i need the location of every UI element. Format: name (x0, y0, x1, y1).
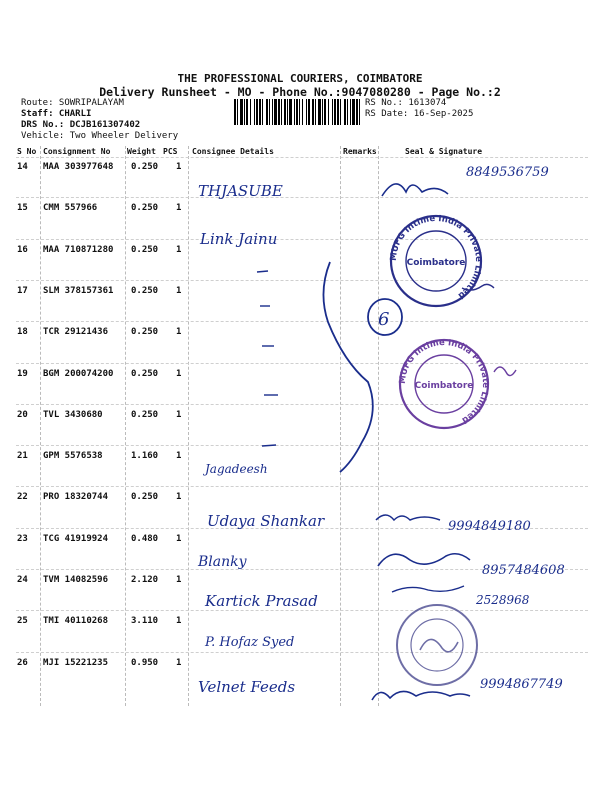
barcode (234, 99, 360, 125)
barcode-bar (246, 99, 248, 125)
cell-sno: 20 (17, 409, 28, 420)
barcode-bar (344, 99, 346, 125)
cell-pcs: 1 (176, 327, 182, 338)
cell-weight: 0.250 (131, 285, 159, 296)
stamp-2-ring-text: MUFG Intime India Private Limited (397, 337, 491, 426)
barcode-bar (278, 99, 280, 125)
cell-consignment: TCG 41919924 (43, 533, 109, 544)
phone-row-24: 2528968 (476, 593, 530, 607)
barcode-bar (250, 99, 251, 125)
barcode-bar (281, 99, 282, 125)
cell-weight: 1.160 (131, 451, 159, 462)
cell-weight: 0.250 (131, 203, 159, 214)
cell-sno: 22 (17, 492, 28, 503)
cell-weight: 2.120 (131, 575, 159, 585)
barcode-bar (287, 99, 288, 125)
row-divider (16, 569, 588, 570)
header-weight: Weight (127, 147, 156, 156)
row-divider (16, 197, 588, 198)
cell-sno: 25 (17, 616, 28, 627)
barcode-bar (284, 99, 286, 125)
cell-sno: 14 (17, 162, 28, 172)
signature-row-15: Link Jainu (200, 230, 278, 248)
phone-row-23: 8957484608 (482, 563, 565, 578)
cell-consignment: GPM 5576538 (43, 451, 103, 462)
stamp-1-center-text: Coimbatore (406, 258, 466, 268)
route-label: Route: SOWRIPALAYAM (21, 98, 124, 108)
stamp-2-center-text: Coimbatore (414, 381, 474, 391)
barcode-bar (289, 99, 292, 125)
cell-pcs: 1 (176, 492, 182, 503)
stamp-1-ring-text: MUFG Intime India Private Limited (388, 213, 484, 301)
cell-pcs: 1 (176, 616, 182, 627)
cell-sno: 18 (17, 327, 28, 338)
runsheet-title: Delivery Runsheet - MO - Phone No.:9047080280 - Page No.:2 (99, 85, 501, 99)
table-row (0, 658, 600, 710)
cell-sno: 21 (17, 451, 28, 462)
row-divider (16, 280, 588, 281)
barcode-bar (356, 99, 358, 125)
meta-right (365, 98, 473, 120)
cell-consignment: SLM 378157361 (43, 285, 114, 296)
cell-pcs: 1 (176, 368, 182, 379)
row-divider (16, 363, 588, 364)
header-remarks: Remarks (343, 147, 377, 156)
cell-weight: 0.250 (131, 492, 159, 503)
cell-sno: 24 (17, 575, 28, 585)
cell-pcs: 1 (176, 409, 182, 420)
barcode-bar (352, 99, 355, 125)
cell-sno: 16 (17, 244, 28, 255)
phone-row-26: 9994867749 (480, 677, 563, 692)
cell-weight: 0.250 (131, 409, 159, 420)
row-divider (16, 652, 588, 653)
cell-sno: 19 (17, 368, 28, 379)
cell-weight: 3.110 (131, 616, 159, 627)
staff-label: Staff: CHARLI (21, 109, 92, 119)
cell-pcs: 1 (176, 657, 182, 668)
row-divider (16, 528, 588, 529)
barcode-bar (312, 99, 314, 125)
barcode-bar (262, 99, 263, 125)
barcode-bar (296, 99, 298, 125)
signature-row-25: P. Hofaz Syed (205, 635, 295, 650)
barcode-bar (328, 99, 329, 125)
cell-weight: 0.250 (131, 327, 159, 338)
vehicle-label: Vehicle: Two Wheeler Delivery (21, 131, 179, 141)
barcode-bar (334, 99, 336, 125)
header-pcs: PCS (163, 147, 178, 156)
cell-pcs: 1 (176, 575, 182, 585)
cell-consignment: TCR 29121436 (43, 327, 109, 338)
cell-sno: 23 (17, 533, 28, 544)
barcode-bar (259, 99, 261, 125)
row-divider (16, 321, 588, 322)
row-divider (16, 445, 588, 446)
barcode-bar (308, 99, 310, 125)
barcode-bar (315, 99, 316, 125)
rs-date: RS Date: 16-Sep-2025 (365, 109, 474, 119)
signature-row-14: THJASUBE (198, 182, 283, 200)
cell-consignment: CMM 557966 (43, 203, 98, 214)
barcode-bar (324, 99, 326, 125)
barcode-bar (237, 99, 238, 125)
barcode-bar (240, 99, 243, 125)
barcode-bar (272, 99, 273, 125)
barcode-bar (359, 99, 360, 125)
signature-row-24: Kartick Prasad (205, 592, 318, 610)
cell-consignment: MAA 710871280 (43, 244, 114, 255)
barcode-bar (269, 99, 270, 125)
cell-weight: 0.250 (131, 244, 159, 255)
barcode-bar (299, 99, 300, 125)
cell-consignment: TMI 40110268 (43, 616, 109, 627)
barcode-bar (337, 99, 339, 125)
cell-weight: 0.250 (131, 162, 159, 172)
signature-row-22: Udaya Shankar (207, 512, 325, 530)
cell-consignment: PRO 18320744 (43, 492, 109, 503)
drs-label: DRS No.: DCJB161307402 (21, 120, 141, 130)
cell-consignment: TVL 3430680 (43, 409, 103, 420)
cell-sno: 26 (17, 657, 28, 668)
header-sno: S No (17, 147, 37, 156)
cell-consignment: MAA 303977648 (43, 162, 114, 172)
header-consignment: Consignment No (43, 147, 111, 156)
barcode-bar (274, 99, 277, 125)
signature-row-26: Velnet Feeds (198, 678, 296, 696)
rs-number: RS No.: 1613074 (365, 98, 447, 108)
header-divider (16, 157, 588, 158)
cell-pcs: 1 (176, 285, 182, 296)
cell-consignment: BGM 200074200 (43, 368, 114, 379)
barcode-bar (266, 99, 268, 125)
phone-row-14: 8849536759 (466, 165, 549, 180)
row-divider (16, 486, 588, 487)
barcode-bar (302, 99, 303, 125)
cell-consignment: TVM 14082596 (43, 575, 109, 585)
cell-weight: 0.250 (131, 368, 159, 379)
barcode-bar (244, 99, 245, 125)
signature-row-23: Blanky (198, 554, 247, 570)
barcode-bar (340, 99, 341, 125)
company-title: THE PROFESSIONAL COURIERS, COIMBATORE (177, 72, 423, 85)
barcode-bar (306, 99, 307, 125)
cell-sno: 17 (17, 285, 28, 296)
barcode-bar (234, 99, 236, 125)
cell-weight: 0.480 (131, 533, 159, 544)
barcode-bar (256, 99, 258, 125)
barcode-bar (347, 99, 348, 125)
circled-number: 6 (378, 309, 390, 330)
header-seal: Seal & Signature (405, 147, 483, 156)
cell-pcs: 1 (176, 451, 182, 462)
cell-pcs: 1 (176, 203, 182, 214)
barcode-bar (332, 99, 333, 125)
cell-pcs: 1 (176, 533, 182, 544)
barcode-bar (254, 99, 255, 125)
barcode-bar (350, 99, 351, 125)
phone-row-22: 9994849180 (448, 519, 531, 534)
signature-row-21: Jagadeesh (205, 462, 268, 476)
cell-pcs: 1 (176, 244, 182, 255)
cell-consignment: MJI 15221235 (43, 657, 109, 668)
cell-sno: 15 (17, 203, 28, 214)
cell-pcs: 1 (176, 162, 182, 172)
header-consignee: Consignee Details (192, 147, 274, 156)
row-divider (16, 239, 588, 240)
row-divider (16, 610, 588, 611)
barcode-bar (322, 99, 323, 125)
row-divider (16, 404, 588, 405)
barcode-bar (318, 99, 321, 125)
meta-left (21, 98, 178, 142)
cell-weight: 0.950 (131, 657, 159, 668)
barcode-bar (294, 99, 295, 125)
